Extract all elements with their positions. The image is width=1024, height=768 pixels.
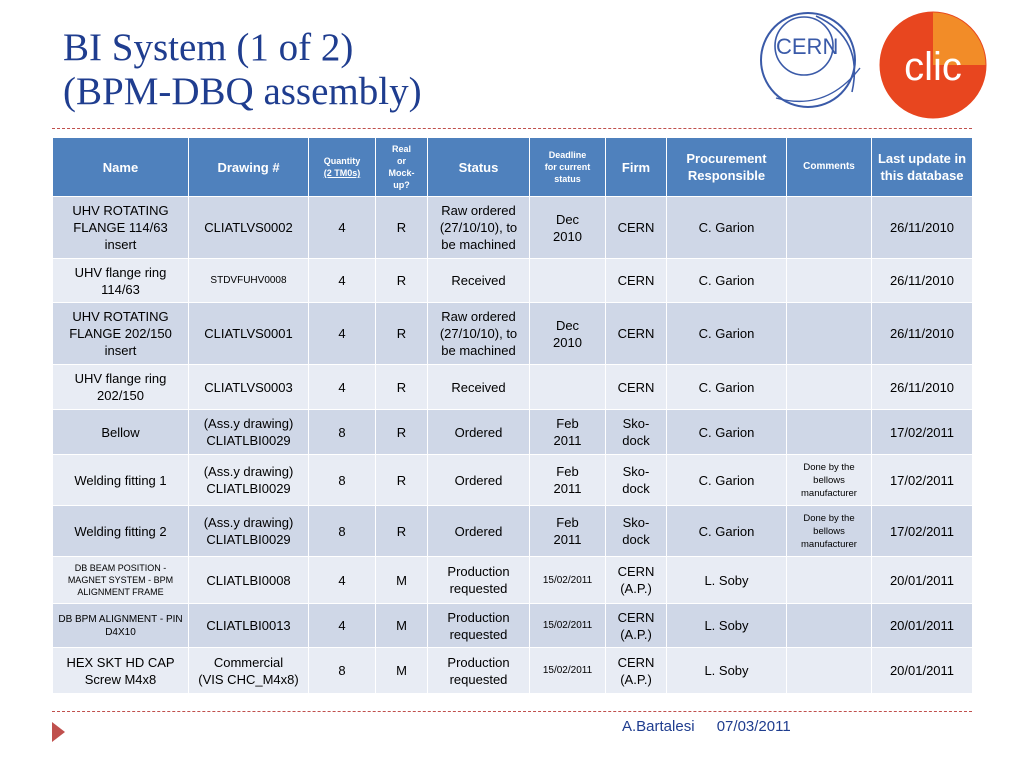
footer-author: A.Bartalesi — [622, 718, 695, 735]
cell-comments — [787, 365, 872, 410]
cell-comments — [787, 410, 872, 455]
top-separator — [52, 128, 972, 129]
cell-deadline: Feb 2011 — [530, 410, 606, 455]
cell-firm: CERN — [606, 303, 667, 365]
table-row — [53, 455, 973, 506]
cell-firm: CERN — [606, 365, 667, 410]
cell-last-update: 26/11/2010 — [872, 365, 973, 410]
cell-real: M — [376, 557, 428, 604]
cell-deadline: 15/02/2011 — [530, 557, 606, 604]
cell-quantity: 8 — [309, 410, 376, 455]
table-row — [53, 557, 973, 604]
cell-procurement: C. Garion — [667, 410, 787, 455]
cell-drawing: CLIATLBI0008 — [189, 557, 309, 604]
cell-comments — [787, 648, 872, 694]
cell-deadline: 15/02/2011 — [530, 648, 606, 694]
cell-name: Welding fitting 2 — [53, 506, 189, 557]
table-row — [53, 648, 973, 694]
bottom-separator — [52, 711, 972, 712]
cell-firm: CERN — [606, 197, 667, 259]
table-row — [53, 410, 973, 455]
table-row — [53, 259, 973, 303]
cell-drawing: CLIATLVS0002 — [189, 197, 309, 259]
table-row — [53, 506, 973, 557]
clic-logo — [878, 10, 988, 120]
cell-quantity: 8 — [309, 648, 376, 694]
cell-drawing: CLIATLVS0003 — [189, 365, 309, 410]
bi-system-table — [52, 137, 973, 694]
cell-status: Received — [428, 259, 530, 303]
cell-quantity: 4 — [309, 557, 376, 604]
table-row — [53, 365, 973, 410]
cell-procurement: C. Garion — [667, 303, 787, 365]
cell-last-update: 17/02/2011 — [872, 455, 973, 506]
cell-real: M — [376, 648, 428, 694]
cell-procurement: L. Soby — [667, 648, 787, 694]
cell-last-update: 20/01/2011 — [872, 648, 973, 694]
cell-firm: Sko- dock — [606, 506, 667, 557]
header-last-update: Last update in this database — [872, 138, 973, 197]
cell-last-update: 20/01/2011 — [872, 557, 973, 604]
slide-title-line-2: (BPM-DBQ assembly) — [63, 70, 422, 113]
cell-comments — [787, 303, 872, 365]
cell-procurement: C. Garion — [667, 455, 787, 506]
cell-procurement: L. Soby — [667, 557, 787, 604]
cell-firm: CERN (A.P.) — [606, 604, 667, 648]
table-row — [53, 303, 973, 365]
slide-title-line-1: BI System (1 of 2) — [63, 26, 354, 69]
cell-name: UHV flange ring 202/150 — [53, 365, 189, 410]
cell-deadline — [530, 259, 606, 303]
cell-deadline: Dec 2010 — [530, 303, 606, 365]
header-comments: Comments — [787, 138, 872, 197]
table-row — [53, 604, 973, 648]
footer-date: 07/03/2011 — [716, 718, 791, 735]
cell-last-update: 26/11/2010 — [872, 259, 973, 303]
cell-real: R — [376, 259, 428, 303]
cell-drawing: CLIATLVS0001 — [189, 303, 309, 365]
header-name: Name — [53, 138, 189, 197]
cell-name: DB BPM ALIGNMENT - PIN D4X10 — [53, 604, 189, 648]
cell-real: R — [376, 455, 428, 506]
cell-quantity: 4 — [309, 365, 376, 410]
cell-procurement: L. Soby — [667, 604, 787, 648]
cell-status: Production requested — [428, 648, 530, 694]
cell-name: Bellow — [53, 410, 189, 455]
cell-comments — [787, 197, 872, 259]
cell-drawing: Commercial (VIS CHC_M4x8) — [189, 648, 309, 694]
cern-logo — [756, 8, 868, 120]
cell-status: Ordered — [428, 506, 530, 557]
header-real: Real or Mock- up? — [376, 138, 428, 197]
table-header-row — [53, 138, 973, 197]
slide-footer — [622, 718, 791, 735]
cell-last-update: 26/11/2010 — [872, 303, 973, 365]
cell-status: Ordered — [428, 455, 530, 506]
cell-last-update: 20/01/2011 — [872, 604, 973, 648]
cell-status: Raw ordered (27/10/10), to be machined — [428, 197, 530, 259]
cell-firm: CERN (A.P.) — [606, 648, 667, 694]
cell-name: UHV ROTATING FLANGE 202/150 insert — [53, 303, 189, 365]
cell-quantity: 4 — [309, 303, 376, 365]
cell-status: Production requested — [428, 557, 530, 604]
header-quantity-sub: (2 TM0s) — [323, 168, 361, 178]
cell-quantity: 4 — [309, 604, 376, 648]
cell-name: UHV flange ring 114/63 — [53, 259, 189, 303]
cell-quantity: 4 — [309, 197, 376, 259]
cell-drawing: STDVFUHV0008 — [189, 259, 309, 303]
cell-real: R — [376, 197, 428, 259]
cell-last-update: 17/02/2011 — [872, 410, 973, 455]
cell-firm: CERN (A.P.) — [606, 557, 667, 604]
cell-real: R — [376, 303, 428, 365]
cell-drawing: (Ass.y drawing) CLIATLBI0029 — [189, 410, 309, 455]
cell-deadline: Feb 2011 — [530, 506, 606, 557]
cell-firm: Sko- dock — [606, 455, 667, 506]
cell-last-update: 17/02/2011 — [872, 506, 973, 557]
cell-comments — [787, 604, 872, 648]
cell-comments: Done by the bellows manufacturer — [787, 506, 872, 557]
cell-quantity: 8 — [309, 506, 376, 557]
cell-real: R — [376, 410, 428, 455]
cell-drawing: CLIATLBI0013 — [189, 604, 309, 648]
cell-comments: Done by the bellows manufacturer — [787, 455, 872, 506]
header-status: Status — [428, 138, 530, 197]
cell-status: Ordered — [428, 410, 530, 455]
header-quantity — [309, 138, 376, 197]
clic-logo-text: clic — [904, 45, 962, 89]
cell-quantity: 8 — [309, 455, 376, 506]
cell-real: R — [376, 506, 428, 557]
header-drawing: Drawing # — [189, 138, 309, 197]
cell-procurement: C. Garion — [667, 197, 787, 259]
cell-last-update: 26/11/2010 — [872, 197, 973, 259]
cell-real: R — [376, 365, 428, 410]
slide-title — [63, 26, 422, 114]
cell-name: UHV ROTATING FLANGE 114/63 insert — [53, 197, 189, 259]
cell-status: Received — [428, 365, 530, 410]
table-row — [53, 197, 973, 259]
cell-name: DB BEAM POSITION - MAGNET SYSTEM - BPM ALIGNMENT FRAME — [53, 557, 189, 604]
cell-comments — [787, 259, 872, 303]
cell-status: Production requested — [428, 604, 530, 648]
cell-deadline: 15/02/2011 — [530, 604, 606, 648]
cell-firm: Sko- dock — [606, 410, 667, 455]
header-deadline: Deadline for current status — [530, 138, 606, 197]
cell-real: M — [376, 604, 428, 648]
cell-drawing: (Ass.y drawing) CLIATLBI0029 — [189, 506, 309, 557]
header-procurement: Procurement Responsible — [667, 138, 787, 197]
header-quantity-label: Quantity — [323, 156, 361, 166]
cell-deadline: Feb 2011 — [530, 455, 606, 506]
cell-name: HEX SKT HD CAP Screw M4x8 — [53, 648, 189, 694]
cell-firm: CERN — [606, 259, 667, 303]
cell-quantity: 4 — [309, 259, 376, 303]
cell-drawing: (Ass.y drawing) CLIATLBI0029 — [189, 455, 309, 506]
cell-deadline: Dec 2010 — [530, 197, 606, 259]
bullet-arrow-icon — [52, 722, 65, 742]
cell-name: Welding fitting 1 — [53, 455, 189, 506]
cell-procurement: C. Garion — [667, 259, 787, 303]
cell-status: Raw ordered (27/10/10), to be machined — [428, 303, 530, 365]
cell-comments — [787, 557, 872, 604]
cell-procurement: C. Garion — [667, 506, 787, 557]
cell-procurement: C. Garion — [667, 365, 787, 410]
cell-deadline — [530, 365, 606, 410]
header-firm: Firm — [606, 138, 667, 197]
cern-logo-text: CERN — [776, 34, 839, 59]
